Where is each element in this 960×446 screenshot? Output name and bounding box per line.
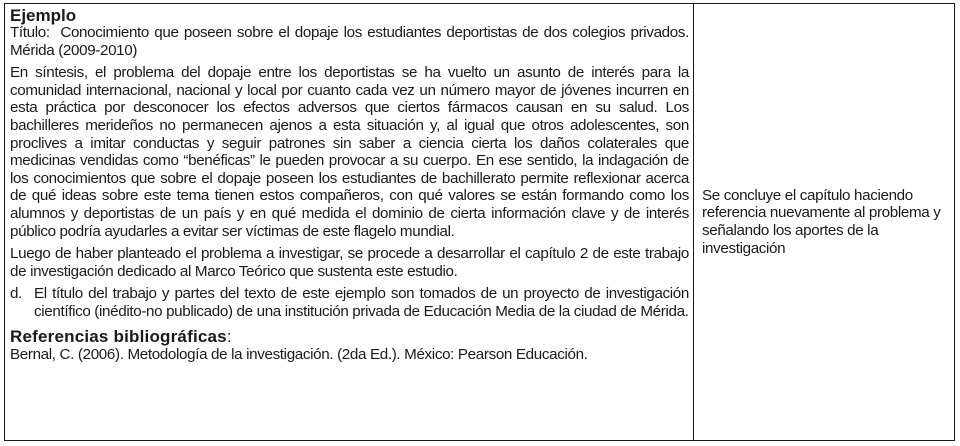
title-text: Conocimiento que poseen sobre el dopaje los estudiantes deportistas de dos colegios privados. Mérida (2009-2010) [10, 24, 689, 59]
reference-entry: Bernal, C. (2006). Metodología de la investigación. (2da Ed.). México: Pearson Educación. [10, 345, 588, 363]
footnote-text: El título del trabajo y partes del texto de este ejemplo son tomados de un proyecto de investigación científico (inédito-no publicado) de una institución privada de Educación Media de la ciudad de Mérida. [34, 285, 689, 320]
example-title [10, 24, 689, 59]
side-note-column [694, 4, 954, 440]
title-label: Título: [10, 24, 50, 41]
example-paragraph-1: En síntesis, el problema del dopaje entre los deportistas se ha vuelto un asunto de interés para la comunidad internacional, nacional y local por cuanto cada vez un número mayor de jóvenes incurren en esta práctica por desconocer los efectos adversos que ciertos fármacos causan en su salud. Los bachilleres merideños no permanecen ajenos a esta situación y, al igual que otros adolescentes, son proclives a imitar conductas y seguir patrones sin saber a ciencia cierta los daños colaterales que medicinas vendidas como “benéficas” le pueden provocar a su cuerpo. En ese sentido, la indagación de los conocimientos que sobre el dopaje poseen los estudiantes de bachillerato permite reflexionar acerca de qué ideas sobre este tema tienen estos compañeros, con qué valores se están formando como los alumnos y deportistas de un país y en qué medida el dominio de cierta información clave y de interés público podría ayudarles a evitar ser víctimas de este flagelo mundial. [10, 64, 689, 240]
references-heading-colon: : [226, 326, 232, 346]
example-column [5, 4, 694, 440]
example-paragraph-2: Luego de haber planteado el problema a investigar, se procede a desarrollar el capítulo 2 de este trabajo de investigación dedicado al Marco Teórico que sustenta este estudio. [10, 245, 689, 280]
references-heading-text: Referencias bibliográficas [10, 326, 227, 346]
example-table [4, 3, 955, 441]
footnote-marker: d. [10, 285, 22, 303]
references-heading [10, 328, 689, 346]
footnote-item [10, 285, 689, 320]
side-note: Se concluye el capítulo haciendo referencia nuevamente al problema y señalando los aportes de la investigación [702, 186, 941, 257]
example-heading: Ejemplo [10, 6, 77, 25]
